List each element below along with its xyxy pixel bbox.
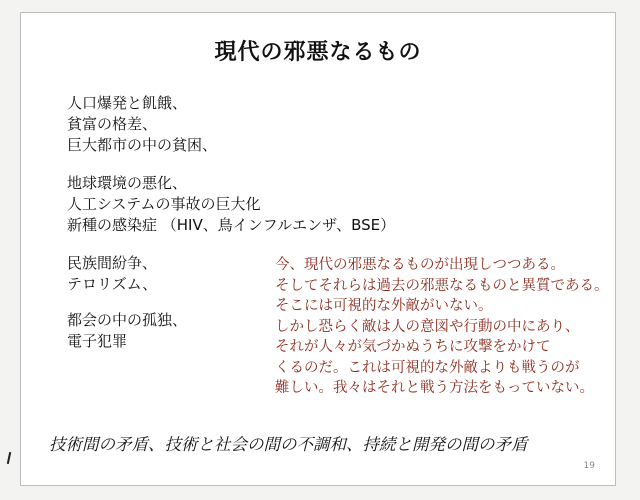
problem-line: 貧富の格差、 [67, 115, 158, 133]
problem-line: 都会の中の孤独、 [67, 311, 188, 329]
summary-line: 技術間の矛盾、技術と社会の間の不調和、持続と開発の間の矛盾 [49, 435, 528, 454]
problem-group-1 [67, 93, 217, 156]
problem-line: 新種の感染症 （HIV、鳥インフルエンザ、BSE） [67, 216, 396, 234]
problem-line: 民族間紛争、 [67, 254, 158, 272]
slide [20, 12, 616, 486]
problem-line: テロリズム、 [67, 275, 158, 293]
problem-group-3 [67, 253, 157, 295]
note-line: 今、現代の邪悪なるものが出現しつつある。 [275, 257, 565, 273]
note-line: 難しい。我々はそれと戦う方法をもっていない。 [275, 380, 594, 396]
note-line: しかし恐らく敵は人の意図や行動の中にあり、 [275, 318, 580, 335]
scan-artifact-mark [7, 452, 11, 464]
problem-line: 巨大都市の中の貧困、 [67, 136, 218, 154]
problem-line: 電子犯罪 [67, 332, 128, 350]
problem-group-4 [67, 310, 187, 352]
problem-group-2 [67, 173, 395, 236]
note-line: それが人々が気づかぬうちに攻撃をかけて [275, 339, 551, 355]
note-line: そこには可視的な外敵がいない。 [275, 298, 493, 314]
note-line: そしてそれらは過去の邪悪なるものと異質である。 [275, 277, 609, 294]
problem-line: 人工システムの事故の巨大化 [67, 195, 261, 213]
page-number: 19 [583, 461, 595, 471]
note-line: くるのだ。これは可視的な外敵よりも戦うのが [275, 359, 580, 376]
problem-line: 地球環境の悪化、 [67, 174, 188, 192]
problem-line: 人口爆発と飢餓、 [67, 94, 188, 112]
slide-title: 現代の邪悪なるもの [214, 40, 422, 65]
commentary-note [275, 255, 609, 399]
